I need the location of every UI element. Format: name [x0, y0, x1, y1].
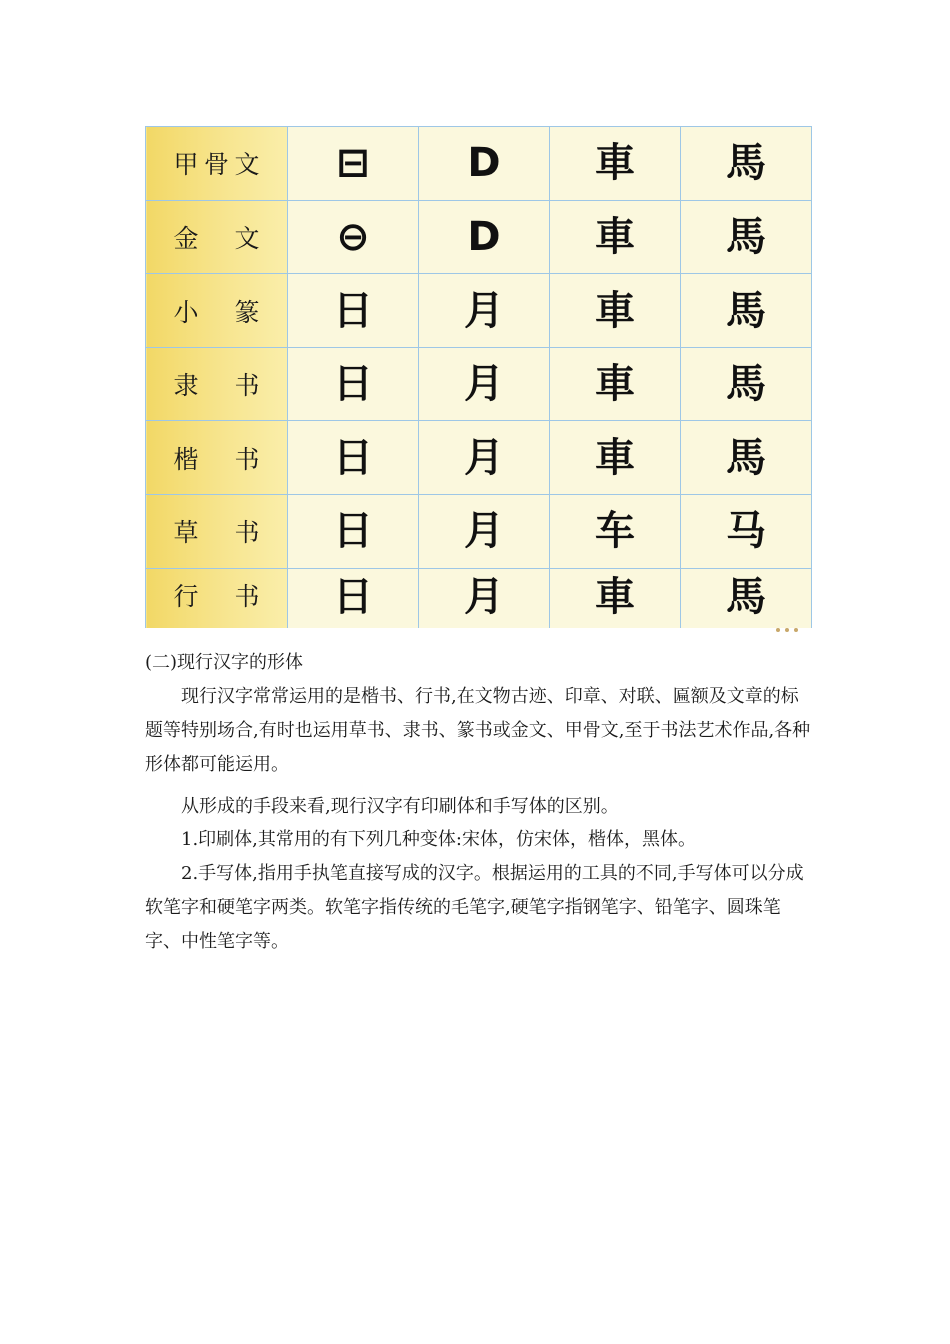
glyph-ri: 日 — [288, 347, 419, 421]
glyph-che: 車 — [550, 274, 681, 348]
table-row — [146, 568, 812, 628]
script-label: 甲 骨 文 — [146, 127, 288, 201]
glyph-ri: ⊖ — [288, 200, 419, 274]
script-label: 隶 书 — [146, 347, 288, 421]
paragraph: 现行汉字常常运用的是楷书、行书,在文物古迹、印章、对联、匾额及文章的标题等特别场合,有时也运用草书、隶书、篆书或金文、甲骨文,至于书法艺术作品,各种形体都可能运用。 — [145, 686, 811, 775]
glyph-che: 車 — [550, 127, 681, 201]
script-label: 行 书 — [146, 568, 288, 628]
table-row — [146, 200, 812, 274]
glyph-yue: D — [419, 200, 550, 274]
table-row — [146, 347, 812, 421]
script-label: 金 文 — [146, 200, 288, 274]
glyph-ma: 马 — [681, 495, 812, 569]
table-row — [146, 495, 812, 569]
glyph-yue: 月 — [419, 495, 550, 569]
section-heading: (二)现行汉字的形体 — [145, 652, 304, 673]
glyph-che: 車 — [550, 200, 681, 274]
glyph-ma: 馬 — [681, 274, 812, 348]
glyph-yue: 月 — [419, 421, 550, 495]
script-label: 草 书 — [146, 495, 288, 569]
glyph-ma: 馬 — [681, 127, 812, 201]
glyph-ri: 日 — [288, 274, 419, 348]
glyph-ma: 馬 — [681, 421, 812, 495]
glyph-ri: 日 — [288, 421, 419, 495]
glyph-yue: 月 — [419, 568, 550, 628]
glyph-ri: 日 — [288, 568, 419, 628]
paragraph: 2.手写体,指用手执笔直接写成的汉字。根据运用的工具的不同,手写体可以分成软笔字和硬笔字两类。软笔字指传统的毛笔字,硬笔字指钢笔字、铅笔字、圆珠笔字、中性笔字等。 — [145, 863, 804, 952]
table-row — [146, 274, 812, 348]
glyph-yue: 月 — [419, 274, 550, 348]
glyph-ma: 馬 — [681, 200, 812, 274]
glyph-che: 车 — [550, 495, 681, 569]
glyph-ma: 馬 — [681, 347, 812, 421]
glyph-che: 車 — [550, 421, 681, 495]
table-row — [146, 127, 812, 201]
script-label: 小 篆 — [146, 274, 288, 348]
glyph-che: 車 — [550, 568, 681, 628]
glyph-ma: 馬 — [681, 568, 812, 628]
paragraph: 从形成的手段来看,现行汉字有印刷体和手写体的区别。 — [181, 796, 619, 817]
glyph-yue: 月 — [419, 347, 550, 421]
script-label: 楷 书 — [146, 421, 288, 495]
script-evolution-table — [145, 126, 812, 628]
table-row — [146, 421, 812, 495]
glyph-che: 車 — [550, 347, 681, 421]
glyph-ri: ⊟ — [288, 127, 419, 201]
glyph-ri: 日 — [288, 495, 419, 569]
decorative-dots — [776, 617, 806, 625]
glyph-yue: D — [419, 127, 550, 201]
paragraph: 1.印刷体,其常用的有下列几种变体:宋体，仿宋体，楷体，黑体。 — [181, 829, 696, 850]
